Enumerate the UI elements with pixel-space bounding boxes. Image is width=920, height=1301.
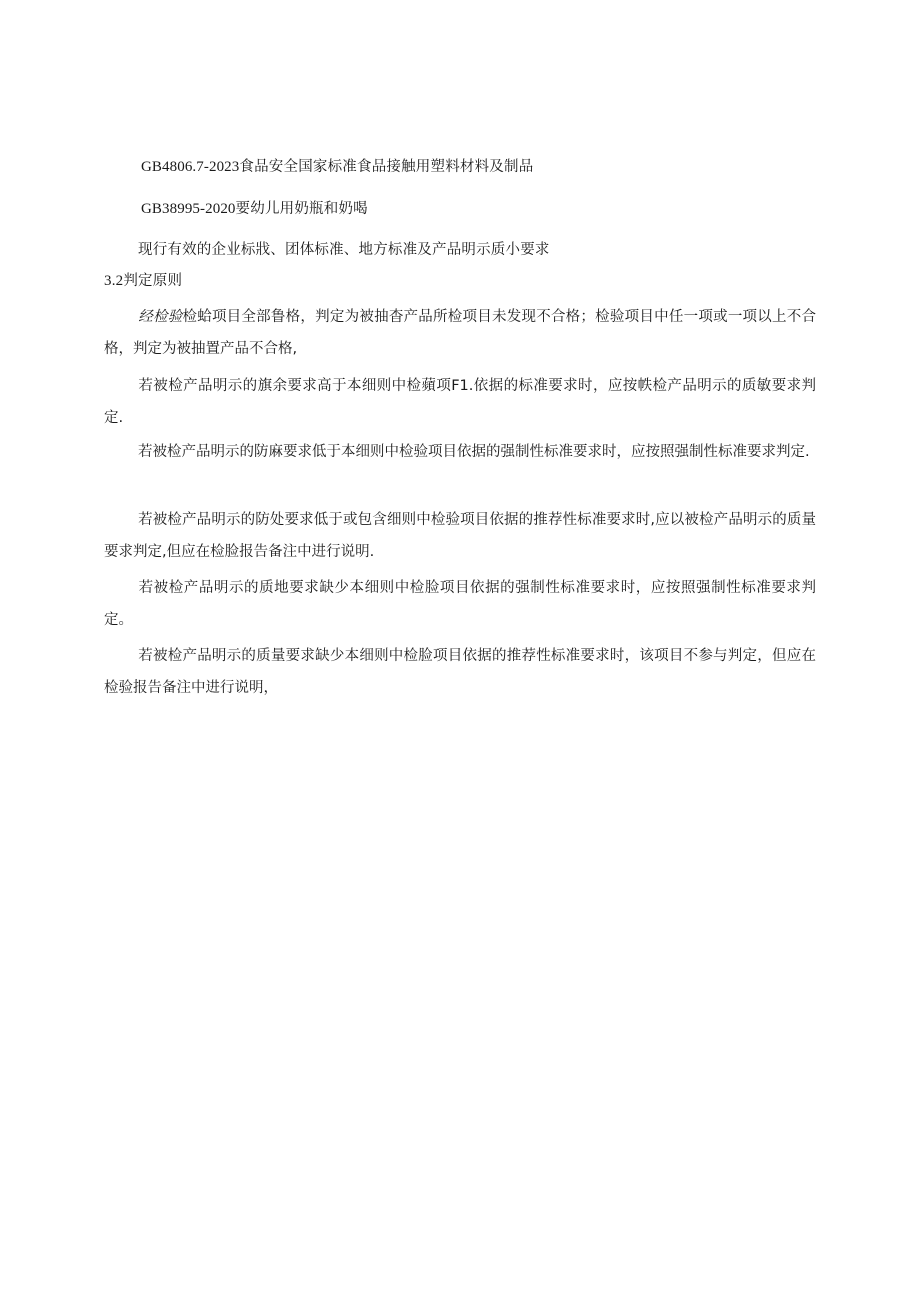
paragraph-text: 若被检产品明示的防处要求低于或包含细则中检验项目依据的推荐性标准要求时,应以被检产品明示的质量要求判定,但应在检脸报告备注中进行说明. — [104, 512, 816, 560]
section-heading — [104, 271, 182, 291]
reference-item-2 — [141, 199, 368, 219]
section-title: 判定原则 — [123, 273, 183, 289]
reference-item-other: 现行有效的企业标戕、团体标准、地方标准及产品明示质小要求 — [138, 242, 550, 258]
paragraph-1 — [104, 301, 816, 365]
paragraph-text: 若被检产品明示的质地要求缺少本细则中检脸项目依据的强制性标准要求时，应按照强制性标准要求判定。 — [104, 580, 816, 628]
paragraph-4 — [104, 504, 816, 568]
reference-item-1 — [141, 157, 533, 177]
paragraph-3 — [104, 436, 816, 468]
paragraph-text: 若被检产品明示的防麻要求低于本细则中检验项目依据的强制性标准要求时，应按照强制性标准要求判定. — [138, 444, 810, 460]
paragraph-2 — [104, 370, 816, 434]
paragraph-lead: 经检验 — [138, 309, 183, 325]
reference-code: GB4806.7-2023 — [141, 159, 240, 175]
paragraph-text: 若被检产品明示的旗余要求高于本细则中检蘋项F1.依据的标准要求时，应按帙检产品明示的质敏要求判定. — [104, 378, 816, 426]
reference-title: 食品安全国家标准食品接触用塑料材料及制品 — [239, 159, 534, 175]
paragraph-6 — [104, 640, 816, 704]
section-number: 3.2 — [104, 273, 124, 289]
reference-title: 要幼儿用奶瓶和奶喝 — [235, 201, 368, 217]
paragraph-text: 若被检产品明示的质量要求缺少本细则中检脸项目依据的推荐性标准要求时，该项目不参与判定，但应在检验报告备注中进行说明， — [104, 648, 816, 696]
reference-code: GB38995-2020 — [141, 201, 236, 217]
paragraph-5 — [104, 572, 816, 636]
paragraph-text: 检蛤项目全部鲁格，判定为被抽杳产品所检项目未发现不合格；检验项目中任一项或一项以上不合格，判定为被抽置产品不合格, — [104, 309, 817, 357]
